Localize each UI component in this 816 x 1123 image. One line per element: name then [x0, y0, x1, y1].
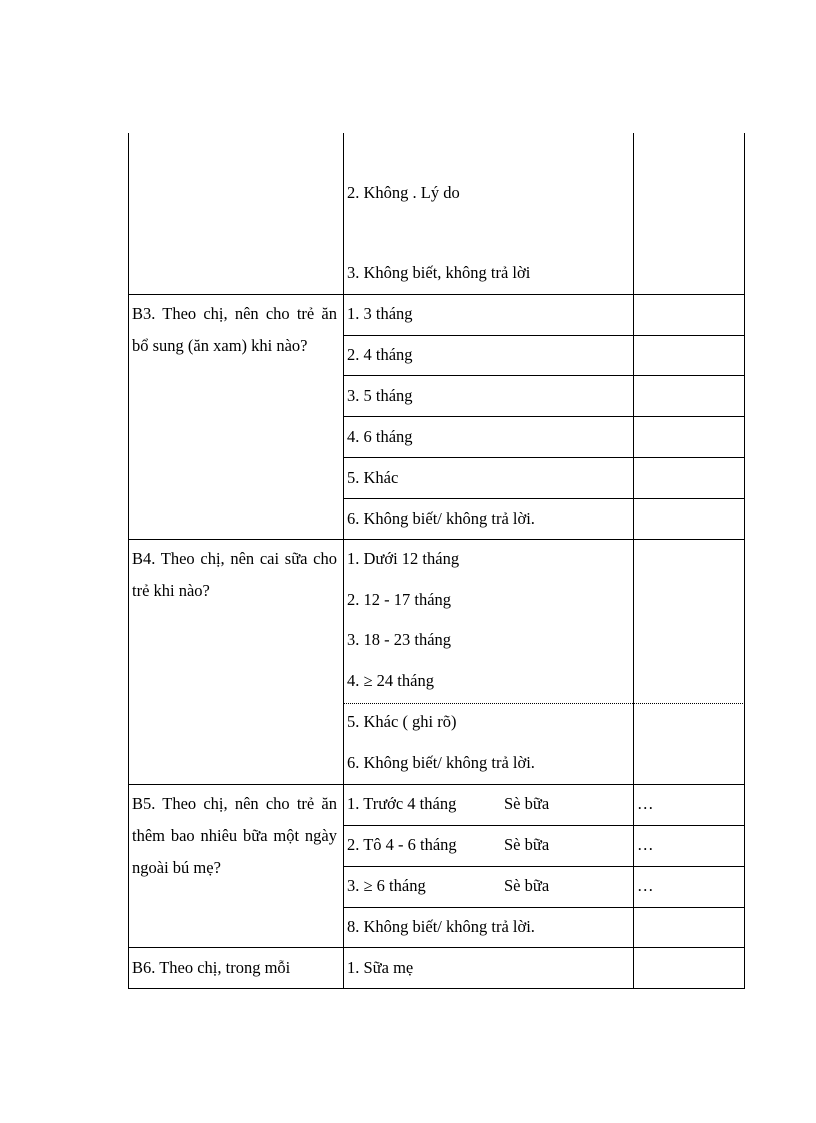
answer-option: 3. 5 tháng — [347, 386, 413, 405]
answer-divider — [343, 866, 745, 867]
question-b6: B6. Theo chị, trong mỗi — [132, 958, 291, 977]
row-divider-b2-b3 — [128, 294, 745, 295]
answer-option: 4. 6 tháng — [347, 427, 413, 446]
answer-divider — [343, 457, 745, 458]
answer-option: 1. Sữa mẹ — [347, 958, 414, 977]
answer-option — [347, 835, 550, 855]
table-divider-answer — [633, 133, 634, 989]
answer-option: 3. Không biết, không trả lời — [347, 263, 531, 282]
answer-label: 3. ≥ 6 tháng — [347, 876, 426, 895]
answer-option: 2. Không . Lý do — [347, 183, 460, 202]
table-border-left — [128, 133, 129, 989]
question-b5: B5. Theo chị, nên cho trẻ ăn thêm bao nhiêu bữa một ngày ngoài bú mẹ? — [132, 794, 337, 877]
answer-option: 5. Khác — [347, 468, 399, 487]
blank-ellipsis: … — [637, 794, 654, 813]
answer-label: 1. Trước 4 tháng — [347, 794, 457, 813]
answer-option: 8. Không biết/ không trả lời. — [347, 917, 535, 936]
answer-divider — [343, 416, 745, 417]
blank-ellipsis: … — [637, 876, 654, 895]
meal-count-label: Sè bữa — [504, 835, 550, 854]
answer-option: 3. 18 - 23 tháng — [347, 630, 452, 649]
table-border-right — [744, 133, 745, 989]
answer-divider-dotted — [343, 703, 745, 704]
answer-divider — [343, 375, 745, 376]
answer-option: 5. Khác ( ghi rõ) — [347, 712, 457, 731]
answer-option — [347, 794, 550, 814]
answer-option: 6. Không biết/ không trả lời. — [347, 509, 535, 528]
answer-divider — [343, 335, 745, 336]
answer-divider — [343, 825, 745, 826]
answer-divider — [343, 498, 745, 499]
answer-option: 2. 12 - 17 tháng — [347, 590, 452, 609]
answer-option: 2. 4 tháng — [347, 345, 413, 364]
answer-option: 6. Không biết/ không trả lời. — [347, 753, 535, 772]
answer-option: 4. ≥ 24 tháng — [347, 671, 434, 690]
question-b3: B3. Theo chị, nên cho trẻ ăn bổ sung (ăn xam) khi nào? — [132, 304, 337, 355]
blank-ellipsis: … — [637, 835, 654, 854]
row-divider-b3-b4 — [128, 539, 745, 540]
row-divider-b5-b6 — [128, 947, 745, 948]
answer-divider — [343, 907, 745, 908]
row-divider-b4-b5 — [128, 784, 745, 785]
table-divider-question — [343, 133, 344, 989]
answer-label: 2. Tô 4 - 6 tháng — [347, 835, 457, 854]
answer-option — [347, 876, 550, 896]
meal-count-label: Sè bữa — [504, 794, 550, 813]
meal-count-label: Sè bữa — [504, 876, 550, 895]
answer-option: 1. Dưới 12 tháng — [347, 549, 460, 568]
question-b4: B4. Theo chị, nên cai sữa cho trẻ khi nào? — [132, 549, 337, 600]
answer-option: 1. 3 tháng — [347, 304, 413, 323]
table-border-bottom — [128, 988, 745, 989]
